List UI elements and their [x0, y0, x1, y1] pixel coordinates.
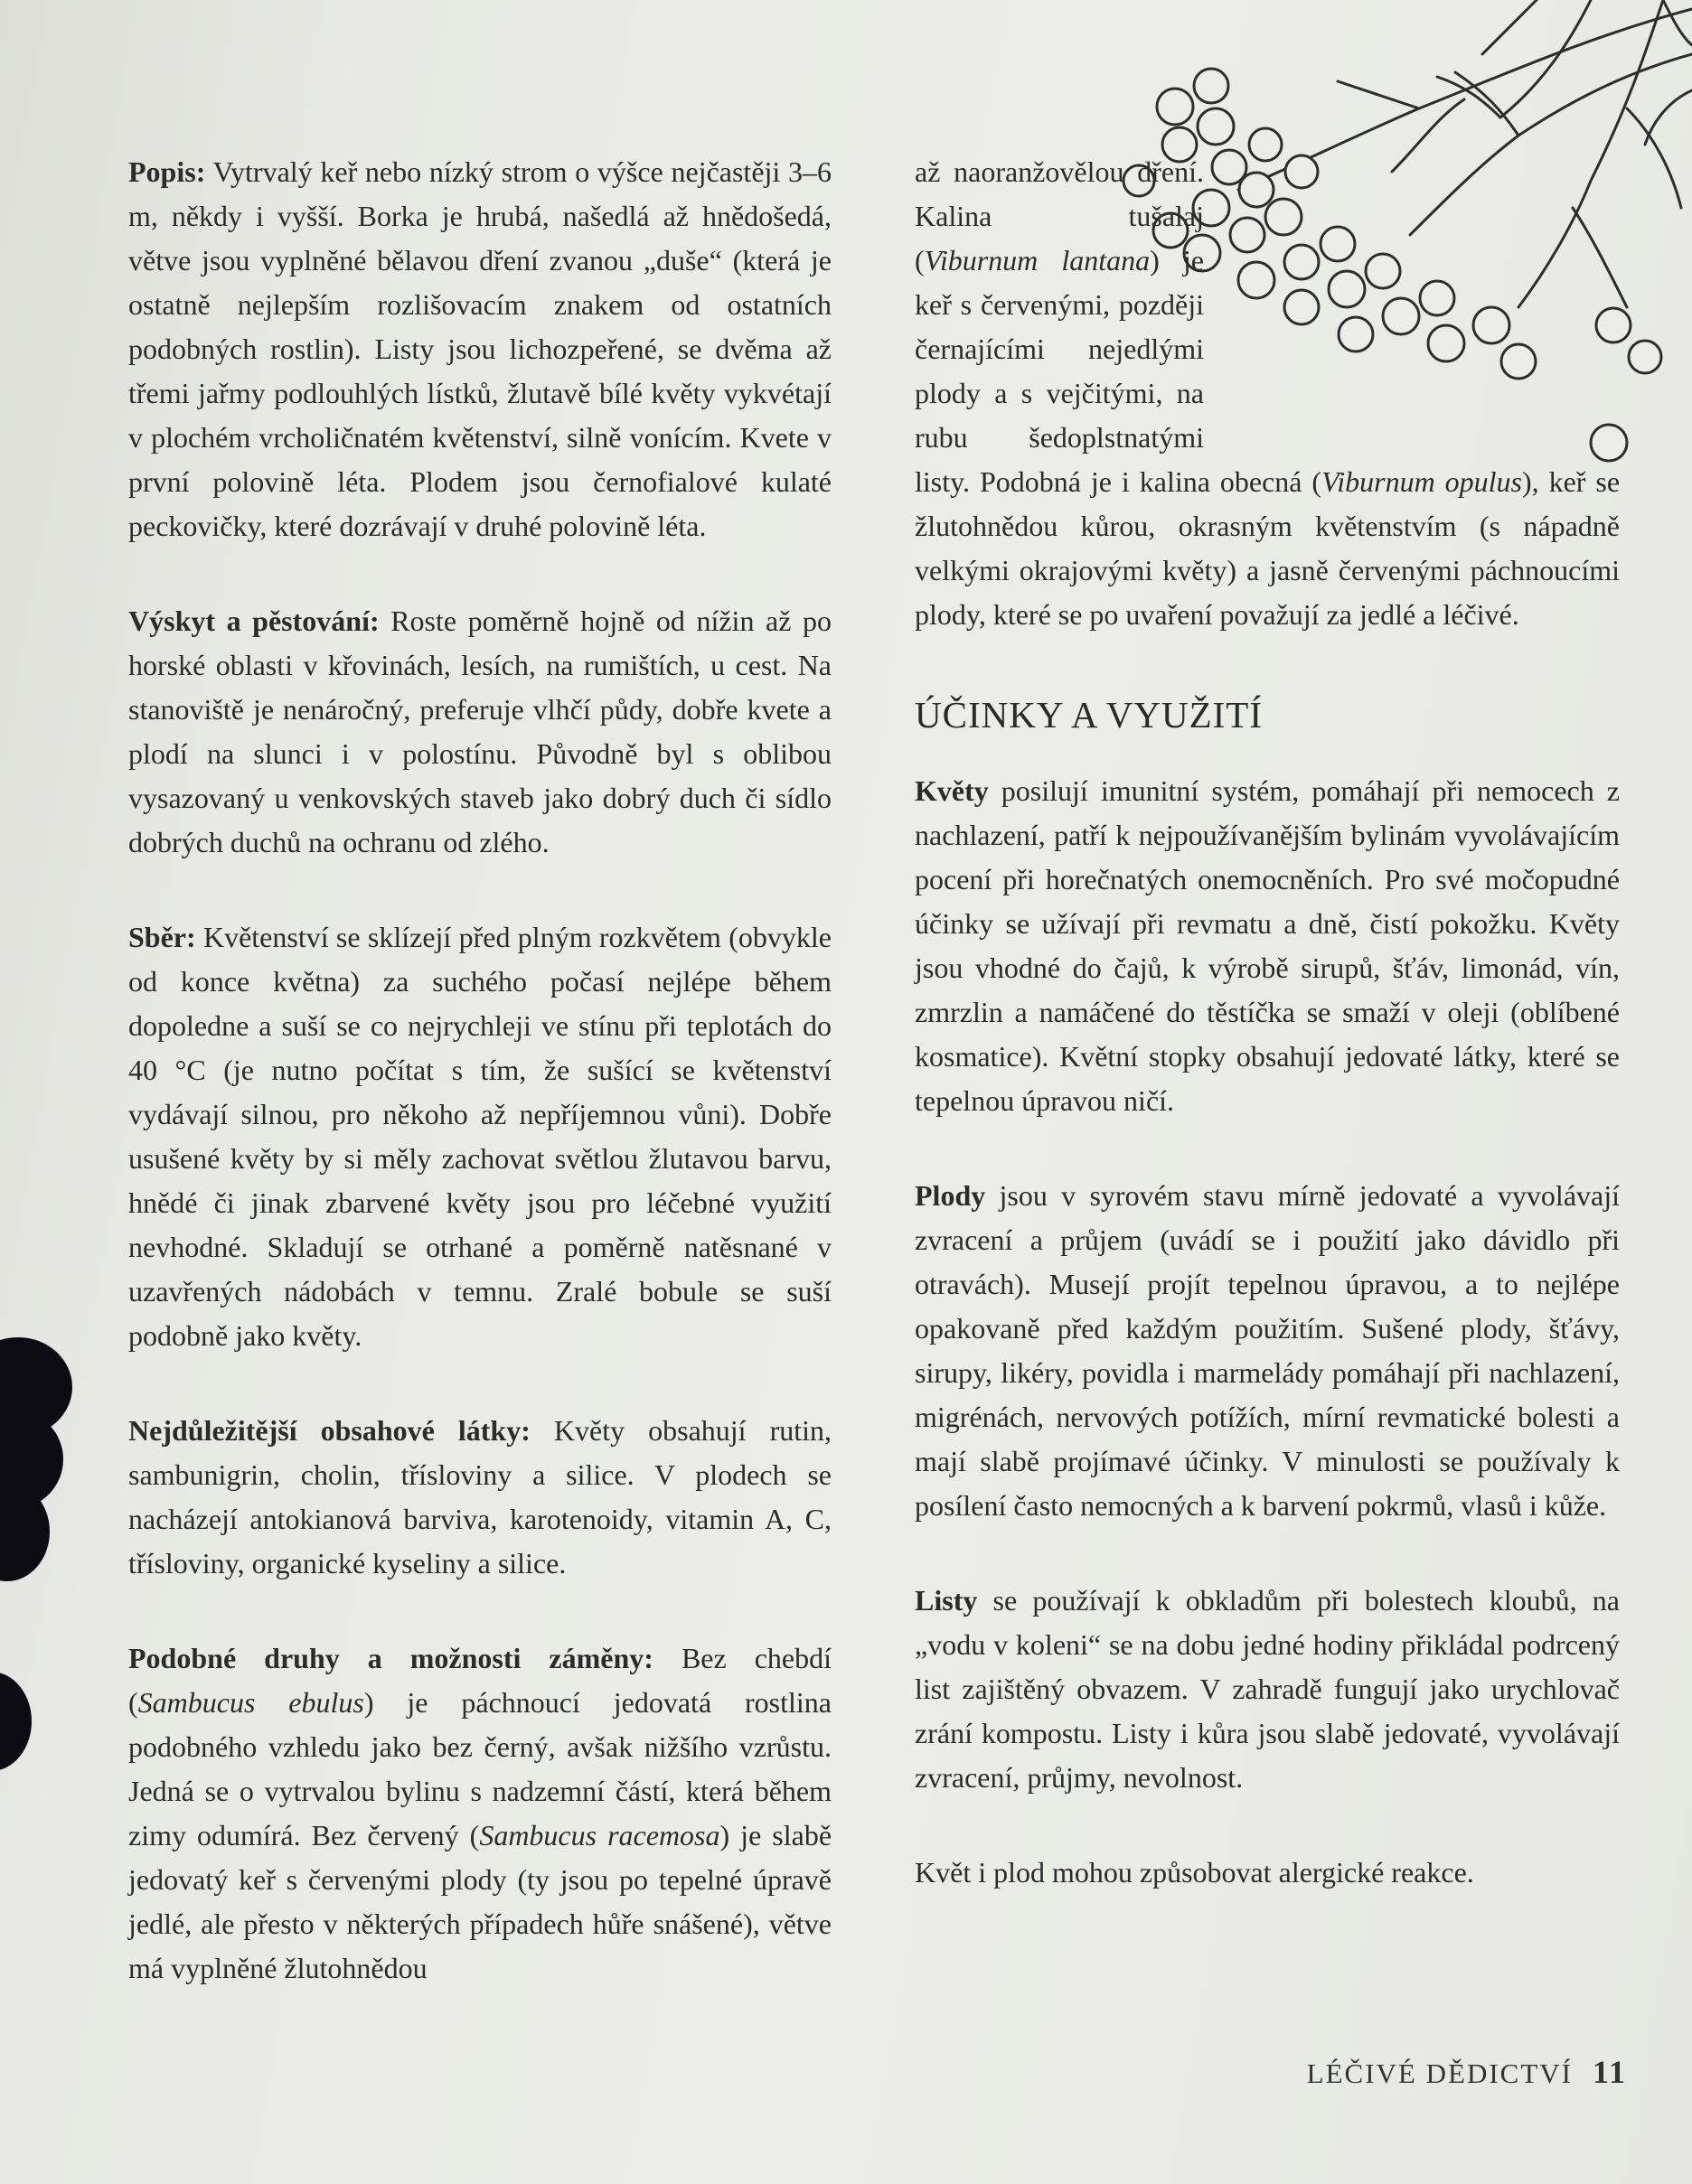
italic-viburnum-lantana: Viburnum lantana — [924, 244, 1151, 277]
text-plody: jsou v syrovém stavu mírně jedovaté a vyvolávají zvracení a průjem (uvádí se i použití jako dávidlo při otravách). Musejí projít tepelnou úpravou, a to nejlépe opakovaně před každým použitím. Sušené plody, šťávy, sirupy, likéry, povidla i marmelády pomáhají při nachlazení, migrénách, nervových potížích, mírní revmatické bolesti a mají slabě projímavé účinky. V minulosti se používaly k posílení často nemocných a k barvení pokrmů, vlasů i kůže. — [915, 1179, 1620, 1522]
lead-popis: Popis: — [128, 155, 206, 188]
section-heading: ÚČINKY A VYUŽITÍ — [915, 694, 1263, 736]
text-vyskyt: Roste poměrně hojně od nížin až po horské oblasti v křovinách, lesích, na rumištích, u cest. Na stanoviště je nenáročný, preferuje vlhčí půdy, dobře kvete a plodí na slunci i v polostínu. Původně byl s oblibou vysazovaný u venkovských staveb jako dobrý duch či sídlo dobrých duchů na ochranu od zlého. — [128, 605, 832, 858]
italic-viburnum-opulus: Viburnum opulus — [1321, 465, 1522, 498]
page-footer — [1307, 2053, 1627, 2091]
paragraph-plody — [915, 1174, 1620, 1528]
right-column — [915, 150, 1620, 1945]
paragraph-alergie: Květ i plod mohou způsobovat alergické reakce. — [915, 1856, 1474, 1889]
text-cont-2: ) je keř s červenými, později černajícími nejedlými plody a s vejčitými, na rubu šedoplstnatými listy. Podobná je i kalina obecná ( — [915, 244, 1322, 498]
text-druhy-2: ) je páchnoucí jedovatá rostlina podobného vzhledu jako bez černý, avšak nižšího vzrůstu. Jedná se o vytrvalou bylinu s nadzemní částí, která během zimy odumírá. Bez červený ( — [128, 1686, 832, 1851]
illustration-float-spacer — [1204, 150, 1620, 430]
lead-plody: Plody — [915, 1179, 986, 1212]
italic-sambucus-racemosa: Sambucus racemosa — [479, 1819, 720, 1851]
text-kvety: posilují imunitní systém, pomáhají při nemocech z nachlazení, patří k nejpoužívanějším bylinám vyvolávajícím pocení při horečnatých onemocněních. Pro své močopudné účinky se užívají při revmatu a dně, čistí pokožku. Květy jsou vhodné do čajů, k výrobě sirupů, šťáv, limonád, vín, zmrzlin a namáčené do těstíčka se smaží v oleji (oblíbené kosmatice). Květní stopky obsahují jedovaté látky, které se tepelnou úpravou ničí. — [915, 774, 1620, 1117]
text-sber: Květenství se sklízejí před plným rozkvětem (obvykle od konce května) za suchého počasí nejlépe během dopoledne a suší se co nejrychleji ve stínu při teplotách do 40 °C (je nutno počítat s tím, že sušící se květenství vydávají silnou, pro někoho až nepříjemnou vůni). Dobře usušené květy by si měly zachovat světlou žlutavou barvu, hnědé či jinak zbarvené květy jsou pro léčebné využití nevhodné. Skladují se otrhané a poměrně natěsnané v uzavřených nádobách v temnu. Zralé bobule se suší podobně jako květy. — [128, 921, 832, 1352]
book-title: LÉČIVÉ DĚDICTVÍ — [1306, 2057, 1573, 2089]
italic-sambucus-ebulus: Sambucus ebulus — [137, 1686, 364, 1719]
lead-vyskyt: Výskyt a pěstování: — [128, 605, 380, 637]
lead-druhy: Podobné druhy a možnosti záměny: — [128, 1642, 653, 1674]
lead-latky: Nejdůležitější obsahové látky: — [128, 1414, 531, 1447]
text-cont-3: ), keř se žlutohnědou kůrou, okrasným květenstvím (s nápadně velkými okrajovými květy) a jasně červenými páchnoucími plody, které se po uvaření považují za jedlé a léčivé. — [915, 465, 1621, 631]
paragraph-listy — [915, 1579, 1620, 1800]
lead-sber: Sběr: — [128, 921, 196, 953]
text-latky: Květy obsahují rutin, sambunigrin, cholin, třísloviny a silice. V plodech se nacházejí antokianová barviva, karotenoidy, vitamin A, C, třísloviny, organické kyseliny a silice. — [128, 1414, 832, 1579]
paragraph-latky — [128, 1409, 832, 1586]
text-druhy-1: Bez chebdí ( — [128, 1642, 832, 1719]
page-number: 11 — [1592, 2054, 1627, 2090]
lead-kvety: Květy — [915, 774, 989, 807]
paragraph-vyskyt — [128, 599, 832, 865]
text-listy: se používají k obkladům při bolestech kloubů, na „vodu v koleni“ se na dobu jedné hodiny přikládal podrcený list zajištěný obvazem. V zahradě fungují jako urychlovač zrání kompostu. Listy i kůra jsou slabě jedovaté, vyvolávají zvracení, průjmy, nevolnost. — [915, 1584, 1620, 1794]
paragraph-kvety — [915, 769, 1620, 1123]
left-column — [128, 150, 832, 2041]
paragraph-popis — [128, 150, 832, 548]
text-cont-1: až naoranžovělou dření. Kalina tušalaj ( — [915, 155, 1204, 277]
lead-listy: Listy — [915, 1584, 978, 1617]
paragraph-druhy — [128, 1636, 832, 1991]
paragraph-continuation — [915, 150, 1620, 637]
text-popis: Vytrvalý keř nebo nízký strom o výšce nejčastěji 3–6 m, někdy i vyšší. Borka je hrubá, našedlá až hnědošedá, větve jsou vyplněné bělavou dření zvanou „duše“ (která je ostatně nejlepším rozlišovacím znakem od ostatních podobných rostlin). Listy jsou lichozpeřené, se dvěma až třemi jařmy podlouhlých lístků, žlutavě bílé květy vykvétají v plochém vrcholičnatém květenství, silně vonícím. Kvete v první polovině léta. Plodem jsou černofialové kulaté peckovičky, které dozrávají v druhé polovině léta. — [128, 155, 832, 542]
paragraph-sber — [128, 915, 832, 1358]
text-druhy-3: ) je slabě jedovatý keř s červenými plody (ty jsou po tepelné úpravě jedlé, ale přesto v některých případech hůře snášené), větve má vyplněné žlutohnědou — [128, 1819, 832, 1984]
